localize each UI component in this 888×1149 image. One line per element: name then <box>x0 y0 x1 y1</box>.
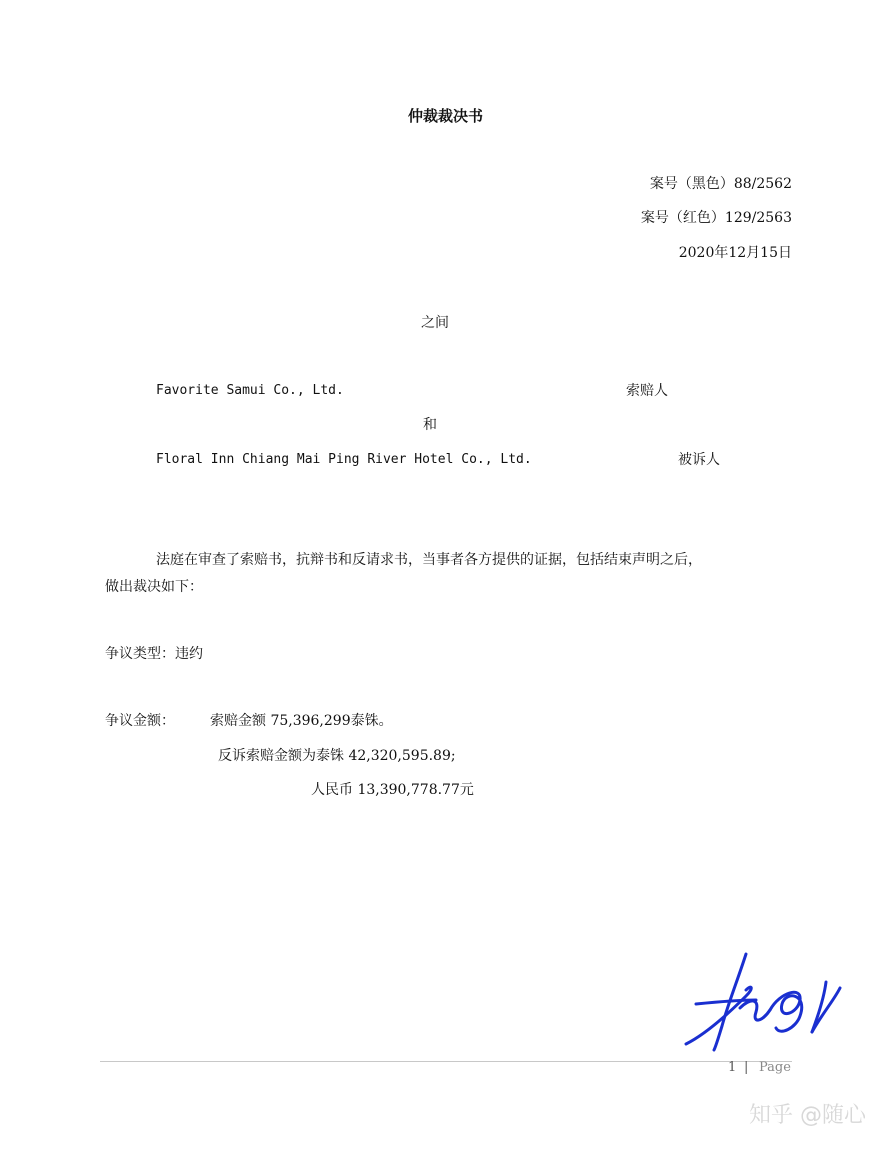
amount-label: 争议金额： <box>105 713 175 729</box>
dispute-type: 争议类型：违约 <box>105 646 203 662</box>
party1-name: Favorite Samui Co., Ltd. <box>156 383 344 398</box>
watermark-text: 知乎 @随心 <box>749 1103 866 1128</box>
decision-date: 2020年12月15日 <box>678 245 792 261</box>
and-label: 和 <box>423 417 437 433</box>
footer-separator: | <box>744 1060 749 1075</box>
paragraph-line-2: 做出裁决如下： <box>105 579 203 595</box>
party2-name: Floral Inn Chiang Mai Ping River Hotel Co., Ltd. <box>156 452 532 467</box>
footer-page-number: 1 <box>728 1060 737 1075</box>
case-number-red: 案号（红色）129/2563 <box>640 210 792 226</box>
signature <box>676 944 846 1056</box>
between-label: 之间 <box>421 315 449 331</box>
page-title: 仲裁裁决书 <box>408 107 484 125</box>
footer-page-label: Page <box>759 1060 791 1075</box>
case-number-black: 案号（黑色）88/2562 <box>649 176 792 192</box>
amount-rmb: 人民币 13,390,778.77元 <box>311 782 474 798</box>
party1-role: 索赔人 <box>626 383 668 399</box>
footer-divider <box>100 1061 792 1062</box>
amount-claim: 索赔金额 75,396,299泰铢。 <box>210 713 393 729</box>
party2-role: 被诉人 <box>678 452 720 468</box>
paragraph-line-1: 法庭在审查了索赔书，抗辩书和反请求书，当事者各方提供的证据，包括结束声明之后， <box>156 552 702 568</box>
amount-counterclaim: 反诉索赔金额为泰铢 42,320,595.89; <box>218 748 456 764</box>
